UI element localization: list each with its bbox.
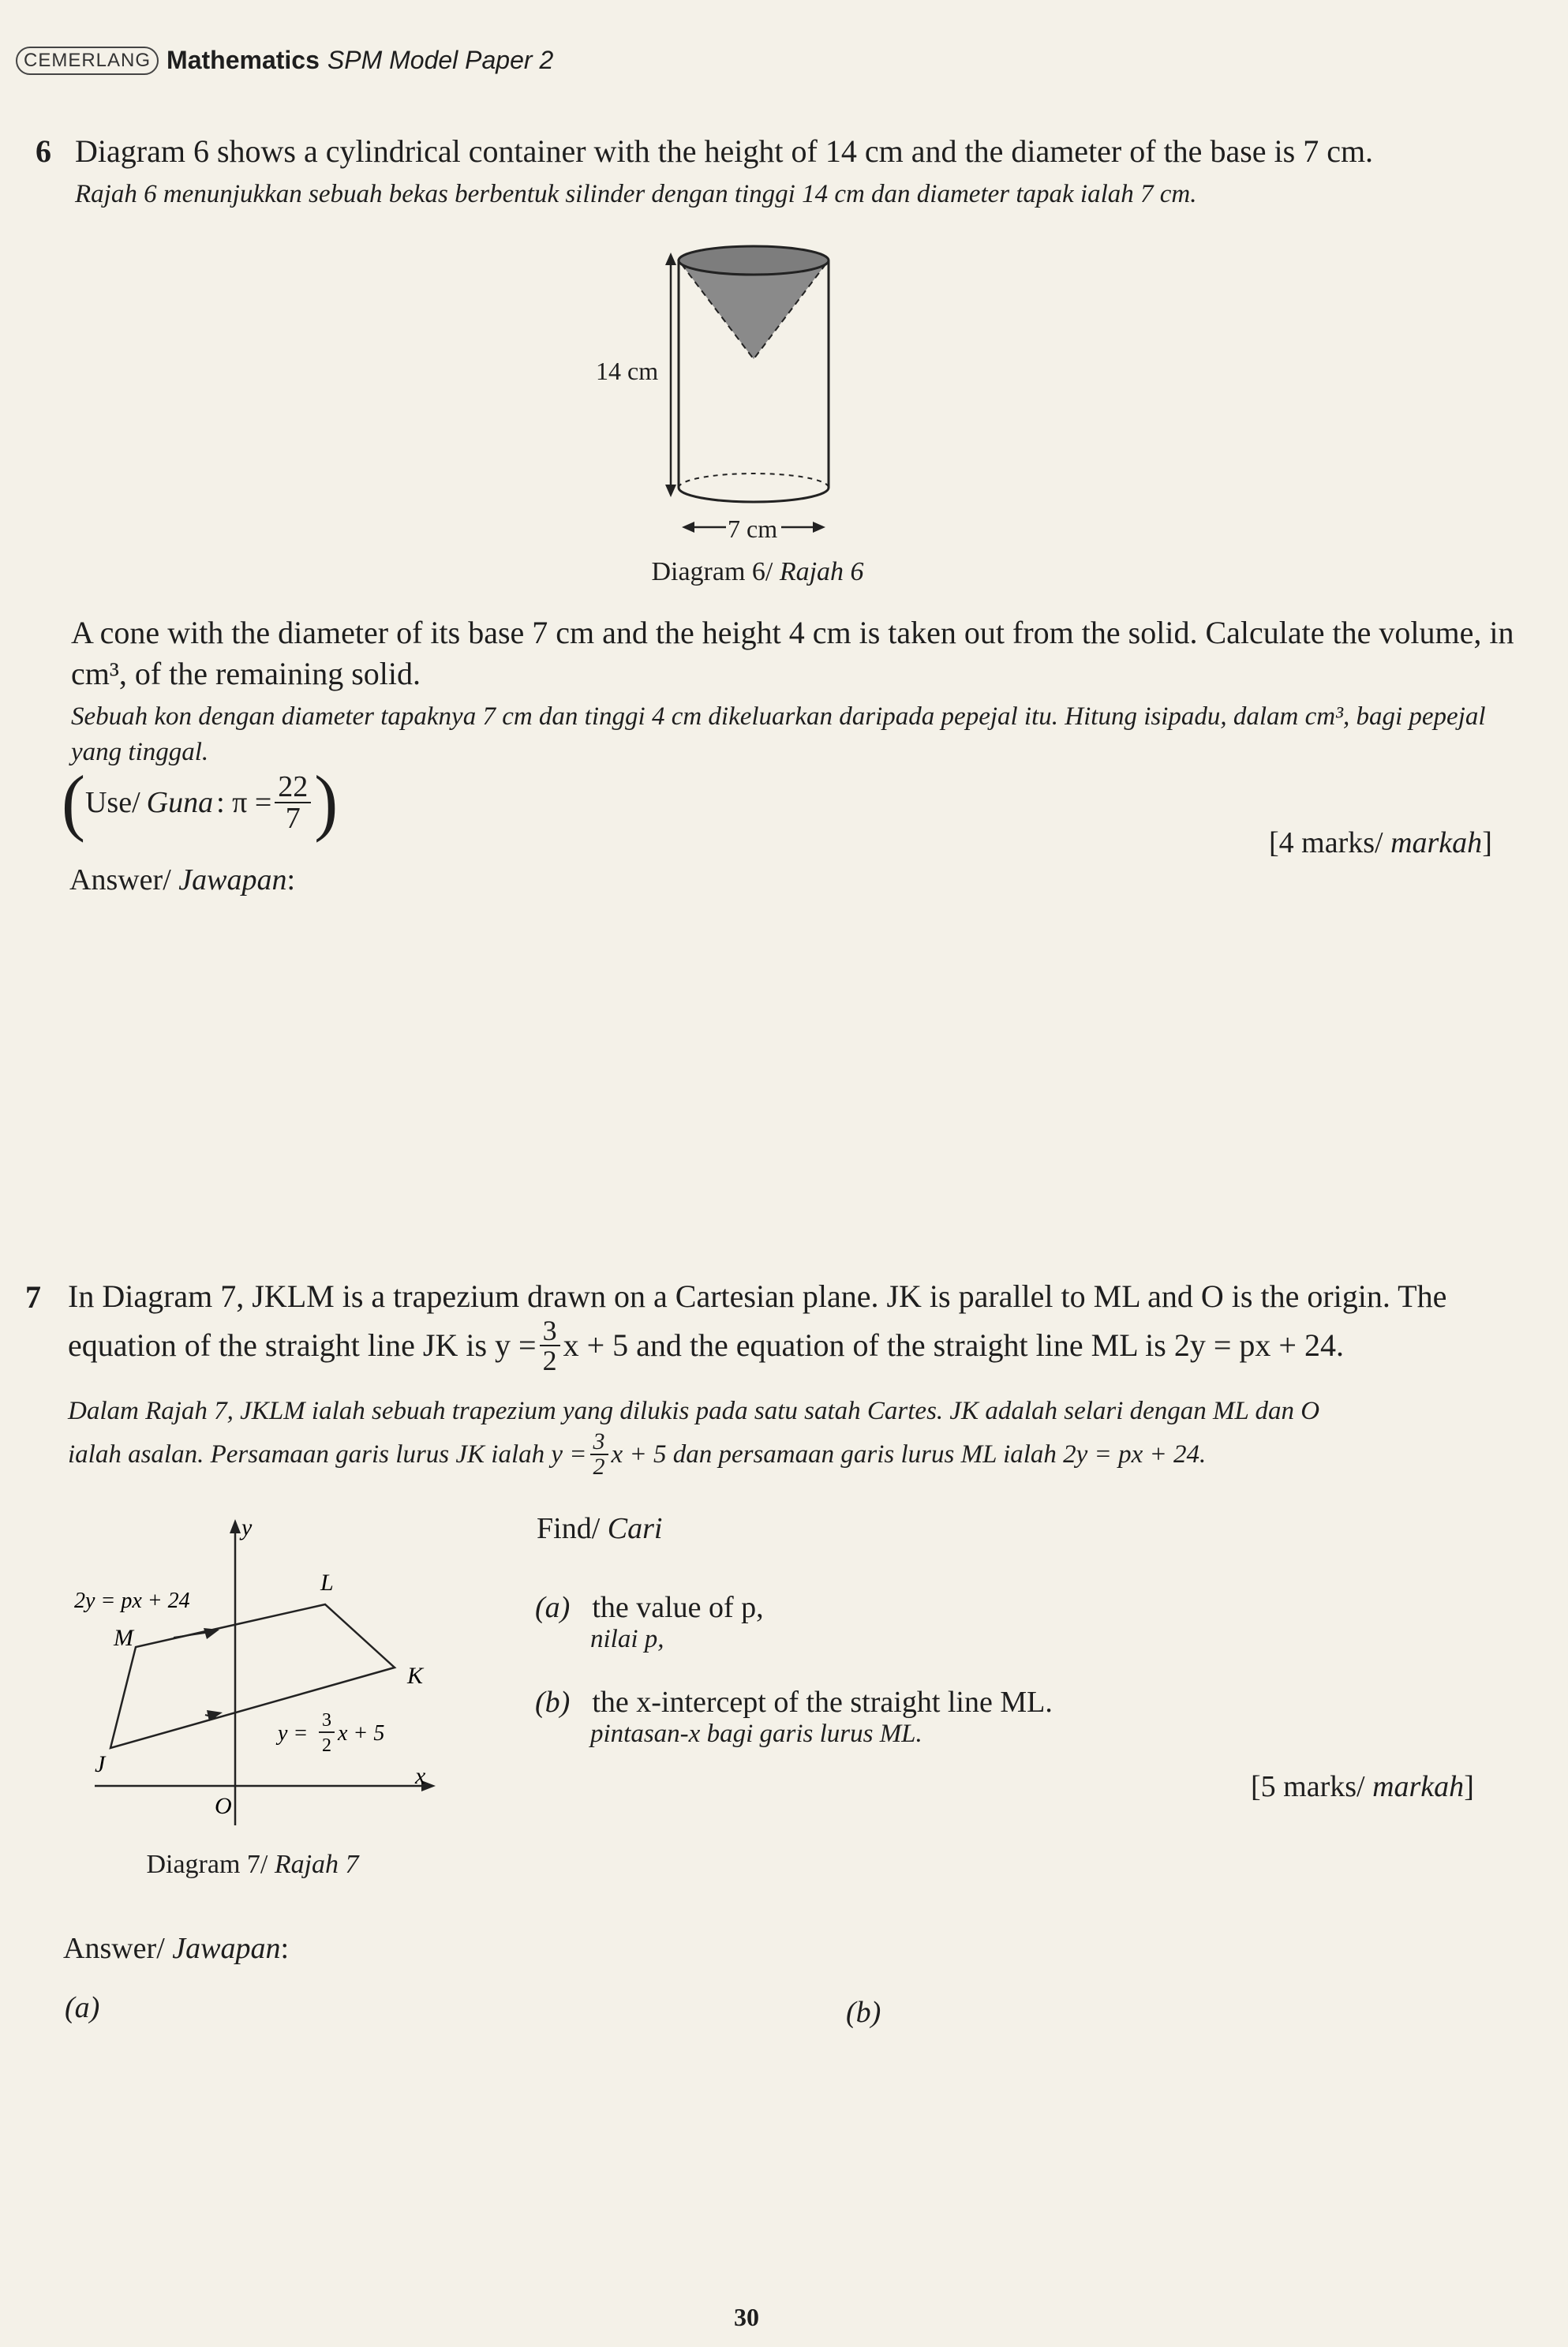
- pi-use-ms: Guna: [146, 785, 214, 819]
- height-label: 14 cm: [596, 357, 659, 385]
- ml-equation-label: 2y = px + 24: [74, 1589, 190, 1613]
- find-en: Find/: [537, 1512, 601, 1545]
- question-6-answer-ms: Jawapan: [178, 863, 287, 897]
- pi-equals: : π =: [216, 785, 272, 819]
- question-7-answer-ms: Jawapan: [172, 1932, 281, 1965]
- diameter-arrowhead-left: [682, 522, 694, 533]
- pi-note-open-paren: (: [62, 761, 85, 844]
- pi-use-en: Use/: [84, 785, 140, 819]
- question-7-answer-en: Answer/: [63, 1932, 165, 1965]
- x-axis-label: x: [415, 1763, 426, 1789]
- jk-equation-num: 3: [322, 1710, 331, 1731]
- diagram-7-caption: [87, 1850, 418, 1880]
- question-7-intro-ms-2: [68, 1430, 1206, 1479]
- trapezium-diagram: [47, 1511, 473, 1843]
- part-b-text-en: the x-intercept of the straight line ML.: [592, 1686, 1053, 1719]
- jk-gradient-fraction-ms: [590, 1430, 608, 1479]
- diagram-7-caption-ms: Rajah 7: [274, 1850, 359, 1879]
- height-arrow-top: [665, 253, 676, 265]
- find-ms: Cari: [607, 1512, 663, 1545]
- point-l-label: L: [320, 1570, 334, 1596]
- question-7-marks-ms: markah: [1372, 1770, 1465, 1803]
- page-header: [16, 46, 553, 75]
- point-m-label: M: [114, 1625, 133, 1651]
- part-b-text-ms: pintasan-x bagi garis lurus ML.: [590, 1720, 922, 1748]
- ml-pointer: [174, 1633, 205, 1638]
- question-7-marks: [5 marks/ markah]: [1251, 1770, 1474, 1803]
- question-6-answer-en: Answer/: [69, 863, 171, 897]
- diagram-6-caption-en: Diagram 6/: [651, 557, 773, 586]
- question-6-number: 6: [36, 133, 51, 169]
- question-7-number: 7: [25, 1279, 41, 1315]
- question-7-intro-en-2: [68, 1316, 1344, 1375]
- question-7-marks-en: [5 marks/: [1251, 1770, 1365, 1803]
- jk-fraction-ms-denominator: 2: [593, 1454, 605, 1480]
- cylinder-diagram: [552, 237, 884, 552]
- question-7-answer-label: Answer/ Jawapan:: [63, 1932, 290, 1965]
- cylinder-bottom-front: [679, 488, 829, 502]
- cylinder-bottom-back: [679, 474, 829, 488]
- diagram-6-caption: [552, 557, 963, 587]
- cylinder-top: [679, 246, 829, 275]
- part-a-label: (a): [535, 1591, 571, 1624]
- part-b-label: (b): [535, 1686, 571, 1719]
- jk-fraction-numerator: 3: [540, 1316, 560, 1346]
- jk-fraction-denominator: 2: [542, 1345, 557, 1376]
- pi-denominator: 7: [285, 801, 301, 835]
- question-6-marks-ms: markah: [1390, 826, 1483, 859]
- y-axis-arrow: [230, 1519, 241, 1533]
- question-6-intro-ms: Rajah 6 menunjukkan sebuah bekas berbentuk silinder dengan tinggi 14 cm dan diameter tapak ialah 7 cm.: [75, 180, 1197, 208]
- diameter-label: 7 cm: [728, 515, 778, 543]
- question-6-marks: [4 marks/ markah]: [1269, 826, 1492, 859]
- y-axis-label: y: [241, 1514, 253, 1540]
- part-a-text-ms: nilai p,: [590, 1625, 664, 1653]
- jk-equation-lhs: y =: [278, 1721, 309, 1746]
- question-7-intro-en-1: In Diagram 7, JKLM is a trapezium drawn on a Cartesian plane. JK is parallel to ML and O is the origin. The: [68, 1278, 1447, 1314]
- pi-note-close-paren: ): [314, 761, 339, 844]
- question-7-intro-ms-2b: x + 5 dan persamaan garis lurus ML ialah 2y = px + 24.: [611, 1439, 1207, 1469]
- publisher-logo: CEMERLANG: [16, 47, 159, 75]
- question-6-text-en: A cone with the diameter of its base 7 cm and the height 4 cm is taken out from the solid. Calculate the volume, in cm³, of the remaining solid.: [71, 615, 1514, 691]
- ml-parallel-arrow: [204, 1628, 219, 1639]
- question-7-intro-en-2b: x + 5 and the equation of the straight line ML is 2y = px + 24.: [563, 1327, 1344, 1363]
- part-a: [535, 1590, 764, 1654]
- origin-label: O: [215, 1793, 232, 1819]
- diameter-arrowhead-right: [813, 522, 825, 533]
- part-b: [535, 1685, 1053, 1749]
- question-6-intro-en: Diagram 6 shows a cylindrical container with the height of 14 cm and the diameter of the base is 7 cm.: [75, 133, 1374, 169]
- pi-fraction: [275, 769, 311, 835]
- question-7-intro-ms-2a: ialah asalan. Persamaan garis lurus JK ialah y =: [68, 1439, 587, 1469]
- jk-gradient-fraction: [540, 1316, 560, 1375]
- point-k-label: K: [407, 1663, 424, 1689]
- diagram-7-caption-en: Diagram 7/: [146, 1850, 268, 1879]
- page-number: 30: [734, 2303, 759, 2331]
- question-6-marks-en: [4 marks/: [1269, 826, 1383, 859]
- jk-equation-rhs: x + 5: [338, 1721, 385, 1746]
- jk-fraction-ms-numerator: 3: [590, 1430, 608, 1455]
- height-arrow-bottom: [665, 485, 676, 497]
- point-j-label: J: [95, 1751, 106, 1777]
- question-6-answer-label: Answer/ Jawapan:: [69, 863, 296, 897]
- part-a-text-en: the value of p,: [592, 1591, 764, 1624]
- diagram-6-caption-ms: Rajah 6: [779, 557, 864, 586]
- header-paper: SPM Model Paper 2: [327, 46, 554, 74]
- jk-equation-den: 2: [322, 1735, 331, 1756]
- answer-a-label: (a): [65, 1991, 100, 2024]
- question-7-intro-ms-1: Dalam Rajah 7, JKLM ialah sebuah trapezium yang dilukis pada satu satah Cartes. JK adalah selari dengan ML dan O: [68, 1397, 1320, 1425]
- pi-numerator: 22: [275, 772, 311, 803]
- question-7-intro-en-2a: equation of the straight line JK is y =: [68, 1327, 537, 1363]
- answer-b-label: (b): [846, 1996, 881, 2029]
- find-label: [537, 1511, 662, 1546]
- pi-note: [62, 762, 338, 843]
- question-6-text-ms: Sebuah kon dengan diameter tapaknya 7 cm dan tinggi 4 cm dikeluarkan daripada pepejal itu. Hitung isipadu, dalam cm³, bagi pepejal yang tinggal.: [71, 702, 1486, 766]
- header-subject: Mathematics: [167, 46, 320, 74]
